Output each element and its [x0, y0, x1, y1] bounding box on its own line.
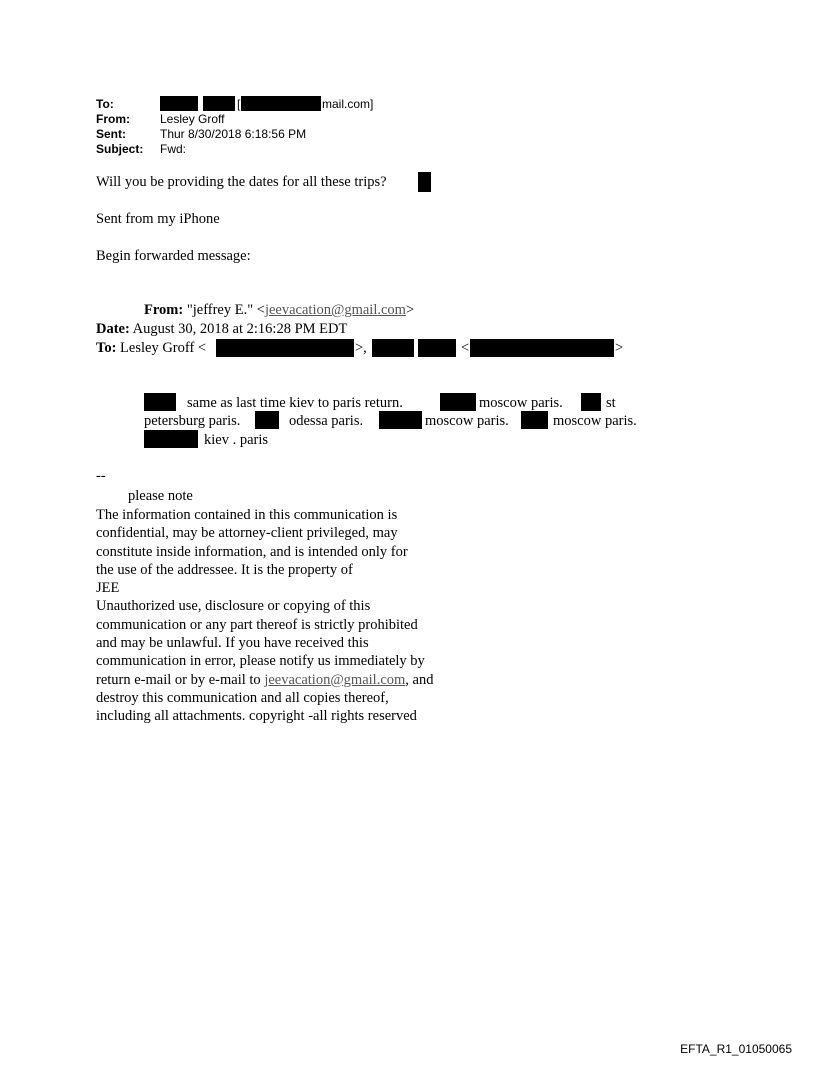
disclaimer-line: confidential, may be attorney-client privileged, may — [96, 525, 398, 542]
disclaimer-line: JEE — [96, 580, 120, 597]
forwarded-to-name: Lesley Groff < — [116, 340, 207, 356]
trip-line-2b: odessa paris. — [289, 413, 364, 429]
disclaimer-return-prefix: return e-mail or by e-mail to — [96, 671, 265, 688]
forwarded-date-value: August 30, 2018 at 2:16:28 PM EDT — [129, 321, 348, 337]
signature-dashes: -- — [96, 468, 106, 484]
forwarded-from-email-link[interactable]: jeevacation@gmail.com — [264, 302, 406, 318]
redaction-block — [418, 172, 431, 192]
redaction-block — [521, 411, 548, 429]
signature-text: Sent from my iPhone — [96, 211, 220, 227]
redaction-block — [241, 96, 321, 111]
to-bracket: [ — [237, 97, 241, 111]
forwarded-to-open2: < — [461, 340, 470, 356]
disclaimer-note: please note — [128, 488, 193, 504]
forwarded-date — [96, 321, 347, 338]
disclaimer-block — [96, 506, 433, 726]
sent-value: Thur 8/30/2018 6:18:56 PM — [160, 127, 307, 141]
redaction-block — [144, 393, 176, 411]
disclaimer-return-line — [96, 671, 433, 689]
forwarded-to-label: To: — [96, 340, 117, 356]
redaction-block — [160, 96, 198, 111]
disclaimer-line: communication or any part thereof is strictly prohibited — [96, 616, 418, 633]
document-id: EFTA_R1_01050065 — [680, 1042, 792, 1056]
redaction-block — [440, 393, 476, 411]
trip-line-2c: moscow paris. — [425, 413, 509, 429]
disclaimer-line: and may be unlawful. If you have received this — [96, 635, 369, 652]
disclaimer-line: including all attachments. copyright -all rights reserved — [96, 708, 417, 725]
subject-label: Subject: — [96, 142, 144, 156]
disclaimer-line: communication in error, please notify us immediately by — [96, 653, 425, 670]
forwarded-to — [96, 340, 206, 357]
disclaimer-line: destroy this communication and all copies thereof, — [96, 689, 389, 706]
disclaimer-line: the use of the addressee. It is the property of — [96, 561, 353, 578]
forwarded-from-label: From: — [144, 302, 184, 318]
subject-value: Fwd: — [160, 142, 187, 156]
redaction-block — [255, 411, 279, 429]
to-label: To: — [96, 97, 114, 111]
trip-line-3: kiev . paris — [204, 432, 269, 448]
forwarded-from-name: "jeffrey E." < — [183, 302, 265, 318]
trip-line-1b: moscow paris. — [479, 395, 563, 411]
forwarded-date-label: Date: — [96, 321, 130, 337]
from-value: Lesley Groff — [160, 112, 225, 126]
redaction-block — [216, 339, 354, 357]
trip-line-2d: moscow paris. — [553, 413, 637, 429]
to-value: mail.com] — [322, 97, 374, 111]
from-label: From: — [96, 112, 130, 126]
redaction-block — [203, 96, 235, 111]
forward-intro: Begin forwarded message: — [96, 248, 251, 264]
disclaimer-return-suffix: , and — [405, 671, 434, 688]
disclaimer-line: Unauthorized use, disclosure or copying of this — [96, 598, 371, 615]
redaction-block — [581, 393, 601, 411]
redaction-block — [470, 339, 614, 357]
trip-line-2a: petersburg paris. — [144, 413, 241, 429]
forwarded-from-close: > — [405, 302, 415, 318]
trip-line-1a: same as last time kiev to paris return. — [187, 395, 403, 411]
redaction-block — [144, 430, 198, 448]
disclaimer-email-link[interactable]: jeevacation@gmail.com — [264, 671, 406, 688]
trip-line-1c: st — [606, 395, 616, 411]
question-text: Will you be providing the dates for all these trips? — [96, 174, 387, 190]
forwarded-from — [144, 302, 414, 319]
redaction-block — [372, 339, 414, 357]
forwarded-to-close2: > — [615, 340, 624, 356]
disclaimer-line: The information contained in this communication is — [96, 507, 398, 523]
sent-label: Sent: — [96, 127, 126, 141]
redaction-block — [418, 339, 456, 357]
redaction-block — [379, 411, 422, 429]
disclaimer-line: constitute inside information, and is intended only for — [96, 543, 408, 560]
forwarded-to-sep: >, — [355, 340, 367, 356]
